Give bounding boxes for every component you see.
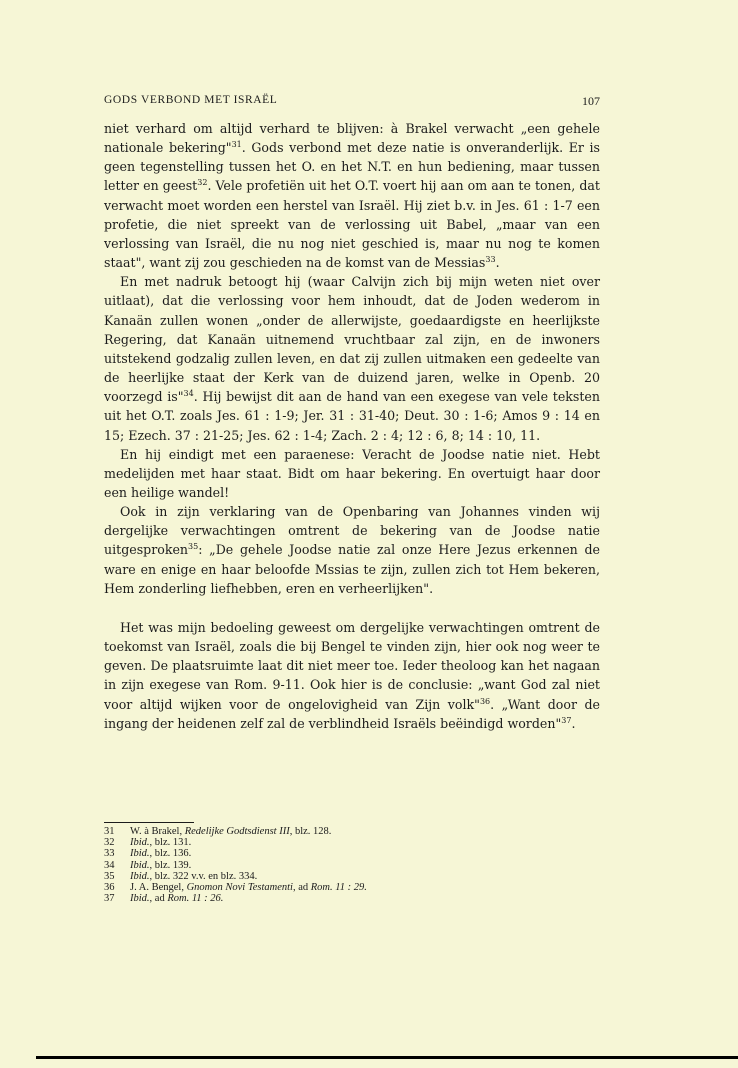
footnote — [104, 871, 600, 882]
text-run: . — [571, 715, 576, 731]
footnote — [104, 826, 600, 837]
paragraph — [104, 445, 600, 502]
paragraph — [104, 618, 600, 733]
footnote-reference: 32 — [197, 178, 208, 188]
page-number: 107 — [582, 94, 600, 108]
text-run: En hij eindigt met een paraenese: Veracht de Joodse natie niet. Hebt medelijden met haar staat. Bidt om haar bekering. En overtuigt haar door een heilige wandel! — [104, 446, 600, 500]
text-run: . Vele profetiën uit het O.T. voert hij aan om aan te tonen, dat verwacht moet worden een herstel van Israël. Hij ziet b.v. in Jes. 61 : 1-7 een profetie, die niet spreekt van de verlossing uit Babel, „maar van een verlossing van Israël, die nu nog niet geschied is, maar nu nog te komen staat", want zij zou geschieden na de komst van de Messias — [104, 178, 600, 271]
footnote-number: 33 — [104, 848, 115, 860]
text-run: , ad — [292, 882, 311, 894]
italic-title: Ibid. — [130, 893, 150, 905]
footnote-text — [130, 837, 191, 848]
text-run: : „De gehele Joodse natie zal onze Here Jezus erkennen de ware en enige en haar beloofde Mssias te zijn, zullen zich tot Hem bekeren, Hem zonderling liefhebben, eren en verheerlijken". — [104, 542, 600, 596]
text-run: , blz. 136. — [149, 848, 192, 860]
footnote-number: 36 — [104, 882, 115, 894]
text-run: , blz. 128. — [289, 826, 332, 837]
footnote-number: 32 — [104, 837, 115, 849]
footnote — [104, 837, 600, 848]
paragraph — [104, 119, 600, 272]
footnote-reference: 31 — [231, 140, 242, 150]
running-title: GODS VERBOND MET ISRAËL — [104, 94, 278, 106]
italic-title: Gnomon Novi Testamenti — [186, 882, 293, 894]
text-run: , ad — [149, 893, 168, 905]
italic-title: Ibid. — [130, 859, 150, 871]
text-run: . Hij bewijst dit aan de hand van een exegese van vele teksten uit het O.T. zoals Jes. 61 : 1-9; Jer. 31 : 31-40; Deut. 30 : 1-6; Amos 9 : 14 en 15; Ezech. 37 : 21-25; Jes. 62 : 1-4; Zach. 2 : 4; 12 : 6, 8; 14 : 10, 11. — [104, 389, 600, 443]
footnote-reference: 35 — [188, 542, 199, 552]
footnote-text — [130, 860, 191, 871]
text-run: , blz. 131. — [149, 837, 192, 849]
text-run: J. A. Bengel, — [130, 882, 187, 894]
footnote — [104, 848, 600, 859]
paragraph — [104, 502, 600, 598]
footnote-text — [130, 871, 257, 882]
footnote-text — [130, 893, 223, 904]
text-run: Het was mijn bedoeling geweest om dergelijke verwachtingen omtrent de toekomst van Israël, zoals die bij Bengel te vinden zijn, hier ook nog weer te geven. De plaatsruimte laat dit niet meer toe. Ieder theoloog kan het nagaan in zijn exegese van Rom. 9-11. Ook hier is de conclusie: „want God zal niet voor altijd wijken voor de ongelovigheid van Zijn volk" — [104, 619, 600, 712]
text-run: En met nadruk betoogt hij (waar Calvijn zich bij mijn weten niet over uitlaat), dat die verlossing voor hem inhoudt, dat de Joden wederom in Kanaän zullen wonen „onder de allerwijste, goedaardigste en heerlijkste Regering, dat Kanaän uitnemend vruchtbaar zal zijn, en de inwoners uitstekend godzalig zullen leven, en dat zij zullen uitmaken een gedeelte van de heerlijke staat der Kerk van de duizend jaren, welke in Openb. 20 voorzegd is" — [104, 274, 600, 405]
paragraph — [104, 272, 600, 444]
footnote — [104, 860, 600, 871]
footnote-text — [130, 882, 367, 893]
italic-title: Rom. 11 : 26. — [167, 893, 224, 905]
footnote-number: 35 — [104, 870, 115, 882]
text-run: . — [495, 255, 500, 271]
italic-title: Ibid. — [130, 848, 150, 860]
footnote-reference: 36 — [479, 696, 491, 706]
italic-title: Ibid. — [130, 870, 150, 882]
page-header — [104, 94, 600, 110]
scan-bottom-edge — [36, 1056, 738, 1059]
body-text — [104, 119, 600, 733]
footnote-number: 31 — [104, 826, 115, 837]
footnote — [104, 893, 600, 904]
text-run: , blz. 139. — [149, 859, 192, 871]
footnote — [104, 882, 600, 893]
text-run: Ook in zijn verklaring van de Openbaring van Johannes vinden wij dergelijke verwachtingen omtrent de bekering van de Joodse natie uitgesproken — [104, 504, 600, 558]
footnote-reference: 37 — [561, 715, 572, 725]
footnotes — [104, 826, 600, 904]
footnote-number: 37 — [104, 893, 115, 905]
footnote-reference: 34 — [183, 389, 194, 399]
italic-title: Redelijke Godtsdienst III — [184, 826, 290, 837]
text-run: . Gods verbond met deze natie is onveranderlijk. Er is geen tegenstelling tussen het O. en het N.T. en hun bediening, maar tussen letter en geest — [104, 140, 601, 194]
footnote-text — [130, 826, 331, 837]
text-run: , blz. 322 v.v. en blz. 334. — [149, 870, 258, 882]
italic-title: Ibid. — [130, 837, 150, 849]
italic-title: Rom. 11 : 29. — [310, 882, 367, 894]
footnote-reference: 33 — [485, 255, 496, 265]
text-run: W. à Brakel, — [130, 826, 185, 837]
footnote-divider — [104, 822, 194, 823]
text-run: . „Want door de ingang der heidenen zelf zal de verblindheid Israëls beëindigd worden" — [104, 696, 600, 731]
text-run: niet verhard om altijd verhard te blijven: à Brakel verwacht „een gehele nationale bekering" — [104, 121, 600, 156]
footnote-text — [130, 848, 191, 859]
footnote-number: 34 — [104, 859, 115, 871]
